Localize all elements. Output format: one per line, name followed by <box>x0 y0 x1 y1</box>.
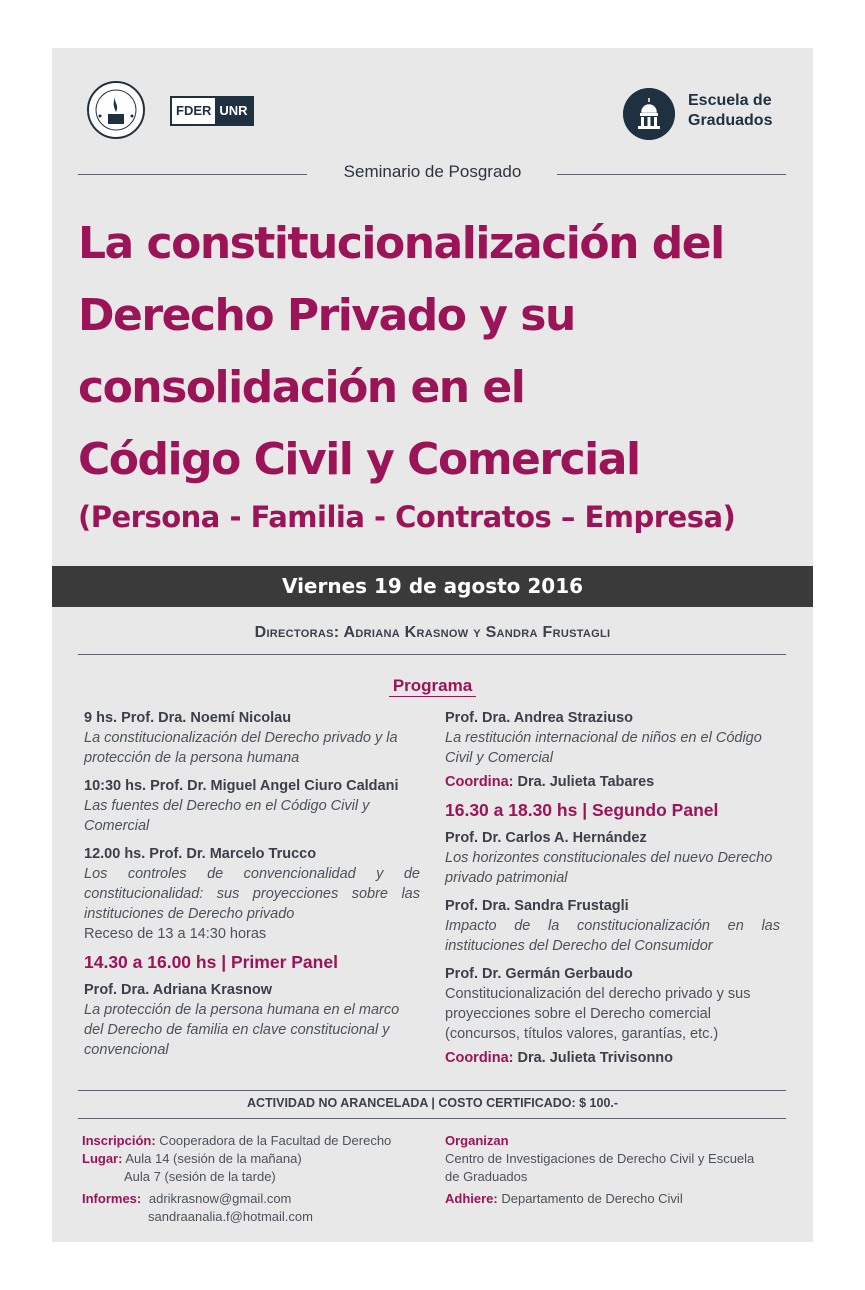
session-krasnow <box>84 980 420 1060</box>
unr-logo-text: UNR <box>215 98 251 124</box>
session-topic: Los controles de convencionalidad y de constitucionalidad: sus proyecciones sobre las instituciones de Derecho privado <box>84 866 420 922</box>
fder-logo-text: FDER <box>172 98 215 124</box>
title-line-3: consolidación en el <box>78 362 525 413</box>
session-heading: Prof. Dr. Germán Gerbaudo <box>445 966 633 982</box>
footer-left <box>82 1132 422 1226</box>
inscripcion-value: Cooperadora de la Facultad de Derecho <box>155 1133 392 1148</box>
informes-line <box>82 1190 422 1208</box>
session-straziuso <box>445 708 780 768</box>
title-line-4: Código Civil y Comercial <box>78 434 640 485</box>
footer-right <box>445 1132 765 1208</box>
session-heading: Prof. Dra. Sandra Frustagli <box>445 898 629 914</box>
divider-cost-top <box>78 1090 786 1091</box>
lugar-value-2: Aula 7 (sesión de la tarde) <box>124 1169 276 1184</box>
program-left-column <box>84 708 420 1060</box>
session-frustagli <box>445 896 780 956</box>
session-heading: Prof. Dr. Carlos A. Hernández <box>445 830 647 846</box>
directors-line: Directoras: Adriana Krasnow y Sandra Frustagli <box>254 624 611 641</box>
page-title <box>78 208 808 496</box>
panel-2-heading: 16.30 a 18.30 hs | Segundo Panel <box>445 800 719 820</box>
programa-heading <box>52 676 813 696</box>
cost-notice: ACTIVIDAD NO ARANCELADA | COSTO CERTIFICADO: $ 100.- <box>246 1096 619 1110</box>
date-band: Viernes 19 de agosto 2016 <box>52 566 813 607</box>
adhiere-label: Adhiere: <box>445 1191 498 1206</box>
lugar-label: Lugar: <box>82 1151 123 1166</box>
inscripcion-label: Inscripción: <box>82 1133 156 1148</box>
session-topic: Los horizontes constitucionales del nuevo Derecho privado patrimonial <box>445 850 773 886</box>
panel-1-heading: 14.30 a 16.00 hs | Primer Panel <box>84 952 338 972</box>
coordinator-label: Coordina: <box>445 1050 514 1066</box>
adhiere-line <box>445 1190 765 1208</box>
session-topic: La constitucionalización del Derecho privado y la protección de la persona humana <box>84 730 398 766</box>
program-right-column <box>445 708 780 1068</box>
session-topic: Impacto de la constitucionalización en las instituciones del Derecho del Consumidor <box>445 918 780 954</box>
session-gerbaudo <box>445 964 780 1044</box>
email-1[interactable]: adrikrasnow@gmail.com <box>148 1191 292 1206</box>
coordinator-label: Coordina: <box>445 774 514 790</box>
organizan-label: Organizan <box>445 1133 509 1148</box>
inscripcion-line <box>82 1132 422 1150</box>
poster <box>52 48 813 1242</box>
escuela-graduados-label <box>688 91 772 131</box>
session-heading: Prof. Dra. Andrea Straziuso <box>445 710 634 726</box>
coordinator-name: Dra. Julieta Tabares <box>513 774 655 790</box>
building-dome-icon <box>623 88 675 140</box>
coordinator-1 <box>445 772 780 792</box>
session-nicolau <box>84 708 420 768</box>
session-heading: Prof. Dra. Adriana Krasnow <box>84 982 273 998</box>
email-2[interactable]: sandraanalia.f@hotmail.com <box>148 1209 313 1224</box>
adhiere-value: Departamento de Derecho Civil <box>497 1191 683 1206</box>
escuela-line2: Graduados <box>688 112 773 129</box>
coordinator-name: Dra. Julieta Trivisonno <box>513 1050 674 1066</box>
session-topic: Constitucionalización del derecho privado y sus proyecciones sobre el Derecho comercial (concursos, títulos valores, garantías, etc.) <box>445 986 751 1042</box>
session-topic: Las fuentes del Derecho en el Código Civil y Comercial <box>84 798 370 834</box>
lugar-line <box>82 1150 422 1168</box>
seminar-label: Seminario de Posgrado <box>343 162 522 181</box>
coordinator-2 <box>445 1048 780 1068</box>
session-heading: 9 hs. Prof. Dra. Noemí Nicolau <box>84 710 292 726</box>
escuela-line1: Escuela de <box>688 92 772 109</box>
organizan-value: Centro de Investigaciones de Derecho Civil y Escuela de Graduados <box>445 1151 755 1184</box>
session-ciuro-caldani <box>84 776 420 836</box>
divider-cost-bottom <box>78 1118 786 1119</box>
session-heading: 10:30 hs. Prof. Dr. Miguel Angel Ciuro Caldani <box>84 778 399 794</box>
session-topic: La protección de la persona humana en el marco del Derecho de familia en clave constitucional y convencional <box>84 1002 400 1058</box>
lugar-value-1: Aula 14 (sesión de la mañana) <box>122 1151 302 1166</box>
title-line-1: La constitucionalización del <box>78 218 724 269</box>
session-hernandez <box>445 828 780 888</box>
informes-label: Informes: <box>82 1191 142 1206</box>
session-heading: 12.00 hs. Prof. Dr. Marcelo Trucco <box>84 846 317 862</box>
session-topic: La restitución internacional de niños en el Código Civil y Comercial <box>445 730 762 766</box>
session-trucco <box>84 844 420 944</box>
title-line-2: Derecho Privado y su <box>78 290 575 341</box>
programa-label: Programa <box>389 676 476 697</box>
break-note: Receso de 13 a 14:30 horas <box>84 926 267 942</box>
university-seal-logo <box>86 80 146 140</box>
fder-unr-logo <box>170 96 254 126</box>
divider-directors <box>78 654 786 655</box>
subtitle: (Persona - Familia - Contratos – Empresa) <box>78 500 736 534</box>
